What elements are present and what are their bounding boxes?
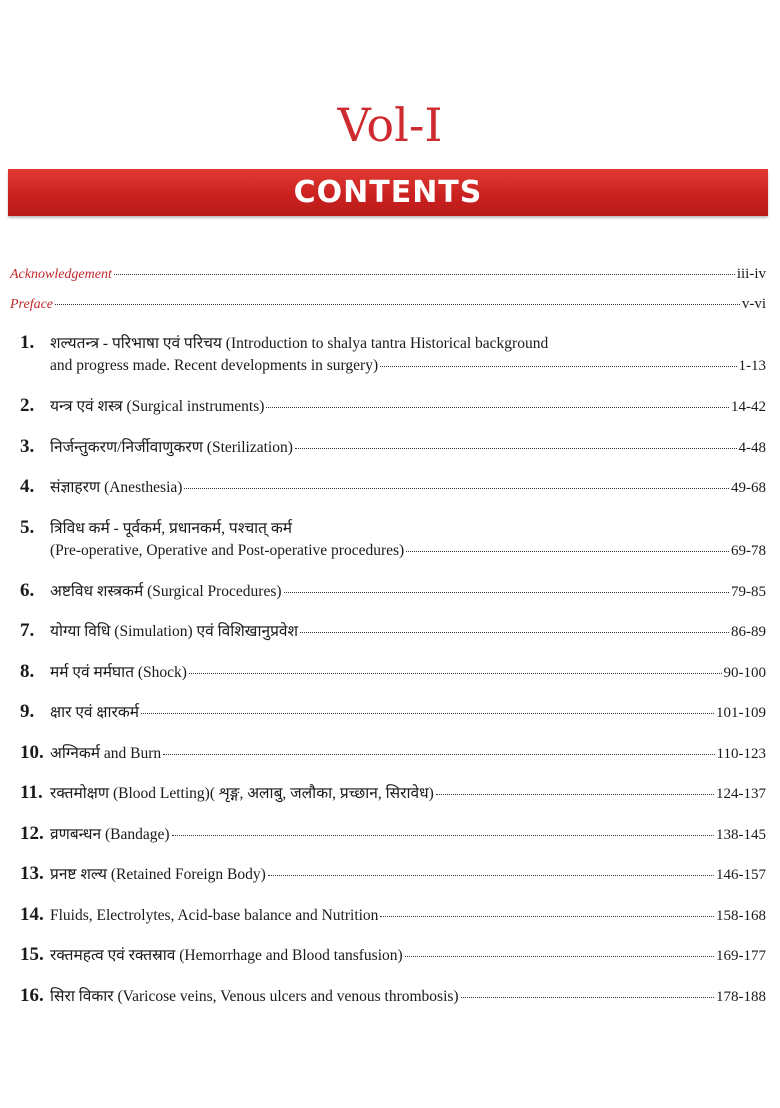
entry-title: मर्म एवं मर्मघात (Shock) [50, 663, 187, 681]
entry-title: प्रनष्ट शल्य (Retained Foreign Body) [50, 866, 266, 883]
page-range: 101-109 [716, 705, 766, 721]
entry-title: यन्त्र एवं शस्त्र (Surgical instruments) [50, 398, 265, 415]
volume-title: Vol-I [337, 98, 443, 152]
entry-number: 3. [20, 435, 35, 457]
entry-line [50, 540, 766, 562]
page-range: 49-68 [731, 480, 766, 496]
entry-line [50, 864, 766, 886]
toc-entry[interactable] [20, 620, 766, 661]
page-range: 4-48 [738, 439, 766, 456]
toc-entry[interactable] [20, 517, 766, 580]
entry-title: Fluids, Electrolytes, Acid-base balance and Nutrition [50, 906, 379, 924]
toc-entry[interactable] [20, 436, 766, 477]
entry-number: 2. [20, 395, 35, 416]
entry-number: 8. [20, 660, 35, 682]
entry-title: निर्जन्तुकरण/निर्जीवाणुकरण (Sterilization) [50, 438, 293, 456]
entry-number: 5. [20, 516, 35, 538]
entry-line [50, 945, 766, 967]
dot-leader [461, 997, 714, 998]
front-matter-acknowledgement[interactable] [10, 266, 766, 283]
entry-body [50, 782, 766, 805]
entry-title: रक्तमोक्षण (Blood Letting)( शृङ्ग, अलाबु, जलौका, प्रच्छान, सिरावेध) [50, 785, 434, 802]
entry-body [50, 661, 766, 684]
contents-banner [8, 169, 768, 216]
entry-line [50, 621, 766, 643]
page-range: 158-168 [716, 907, 766, 924]
front-matter-preface[interactable] [10, 296, 766, 313]
entry-number: 12. [20, 822, 44, 844]
entry-line [50, 702, 766, 724]
entry-body [50, 620, 766, 643]
entry-line [50, 477, 766, 499]
entry-body [50, 944, 766, 967]
page-range: 90-100 [723, 664, 766, 681]
page-range: 146-157 [716, 867, 766, 883]
page-range: 86-89 [731, 624, 766, 640]
entry-body [50, 476, 766, 499]
dot-leader [184, 488, 729, 489]
front-matter-label: Preface [10, 297, 54, 312]
dot-leader [266, 407, 729, 408]
dot-leader [300, 632, 729, 633]
page-range: 69-78 [731, 542, 766, 559]
contents-list [20, 332, 766, 1025]
entry-number: 13. [20, 863, 44, 884]
contents-heading: CONTENTS [293, 175, 483, 210]
entry-line [50, 743, 766, 765]
toc-entry[interactable] [20, 701, 766, 742]
entry-number: 9. [20, 701, 35, 722]
entry-title: रक्तमहत्व एवं रक्तस्राव (Hemorrhage and Blood tansfusion) [50, 947, 403, 964]
entry-line [50, 333, 766, 355]
toc-entry[interactable] [20, 580, 766, 621]
entry-title: and progress made. Recent developments in surgery) [50, 357, 379, 374]
toc-entry[interactable] [20, 985, 766, 1026]
entry-number: 4. [20, 476, 35, 497]
entry-line [50, 986, 766, 1008]
toc-entry[interactable] [20, 944, 766, 985]
entry-number: 10. [20, 741, 44, 763]
toc-entry[interactable] [20, 823, 766, 864]
dot-leader [141, 713, 714, 714]
entry-body [50, 742, 766, 765]
page-range: 169-177 [716, 948, 766, 964]
entry-line [50, 581, 766, 603]
entry-line [50, 662, 766, 684]
entry-line [50, 396, 766, 418]
entry-body [50, 904, 766, 927]
toc-entry[interactable] [20, 395, 766, 436]
entry-title: संज्ञाहरण (Anesthesia) [50, 479, 183, 496]
toc-entry[interactable] [20, 332, 766, 395]
entry-number: 11. [20, 782, 43, 803]
entry-number: 15. [20, 944, 44, 965]
entry-body [50, 985, 766, 1008]
entry-body [50, 395, 766, 418]
entry-body [50, 580, 766, 603]
entry-number: 16. [20, 984, 44, 1006]
dot-leader [380, 366, 736, 367]
dot-leader [436, 794, 714, 795]
toc-entry[interactable] [20, 742, 766, 783]
dot-leader [189, 673, 722, 674]
toc-entry[interactable] [20, 782, 766, 823]
page-range: 79-85 [731, 583, 766, 600]
page-range: 138-145 [716, 826, 766, 843]
page-range: 110-123 [716, 745, 766, 762]
entry-title: सिरा विकार (Varicose veins, Venous ulcers and venous thrombosis) [50, 987, 459, 1005]
page-range: 124-137 [716, 786, 766, 802]
page-range: v-vi [741, 296, 766, 312]
entry-body [50, 436, 766, 459]
toc-entry[interactable] [20, 661, 766, 702]
entry-title: अग्निकर्म and Burn [50, 744, 162, 762]
dot-leader [172, 835, 714, 836]
dot-leader [114, 274, 735, 275]
dot-leader [295, 448, 737, 449]
entry-line [50, 355, 766, 377]
entry-line [50, 824, 766, 846]
entry-body [50, 823, 766, 846]
entry-body [50, 863, 766, 886]
entry-title: योग्या विधि (Simulation) एवं विशिखानुप्रवेश [50, 623, 299, 640]
toc-entry[interactable] [20, 904, 766, 945]
front-matter-label: Acknowledgement [10, 267, 112, 282]
page-range: 178-188 [716, 988, 766, 1005]
dot-leader [406, 551, 729, 552]
page-range: 1-13 [738, 358, 766, 374]
toc-entry[interactable] [20, 476, 766, 517]
entry-line [50, 437, 766, 459]
entry-line [50, 518, 766, 540]
entry-body [50, 517, 766, 562]
entry-title: व्रणबन्धन (Bandage) [50, 825, 170, 843]
entry-number: 14. [20, 903, 44, 925]
entry-line [50, 783, 766, 805]
entry-title: अष्टविध शस्त्रकर्म (Surgical Procedures) [50, 582, 282, 600]
dot-leader [163, 754, 714, 755]
dot-leader [268, 875, 714, 876]
dot-leader [55, 304, 740, 305]
entry-number: 7. [20, 620, 35, 641]
entry-number: 6. [20, 579, 35, 601]
entry-number: 1. [20, 332, 35, 353]
entry-title: शल्यतन्त्र - परिभाषा एवं परिचय (Introduction to shalya tantra Historical background [50, 335, 549, 352]
entry-body [50, 332, 766, 377]
dot-leader [405, 956, 714, 957]
page-range: iii-iv [736, 266, 766, 282]
page-range: 14-42 [731, 399, 766, 415]
entry-title: (Pre-operative, Operative and Post-operative procedures) [50, 541, 405, 559]
entry-body [50, 701, 766, 724]
entry-title: क्षार एवं क्षारकर्म [50, 704, 140, 721]
entry-line [50, 905, 766, 927]
dot-leader [284, 592, 729, 593]
toc-entry[interactable] [20, 863, 766, 904]
entry-title: त्रिविध कर्म - पूर्वकर्म, प्रधानकर्म, पश्चात् कर्म [50, 519, 293, 537]
dot-leader [380, 916, 714, 917]
